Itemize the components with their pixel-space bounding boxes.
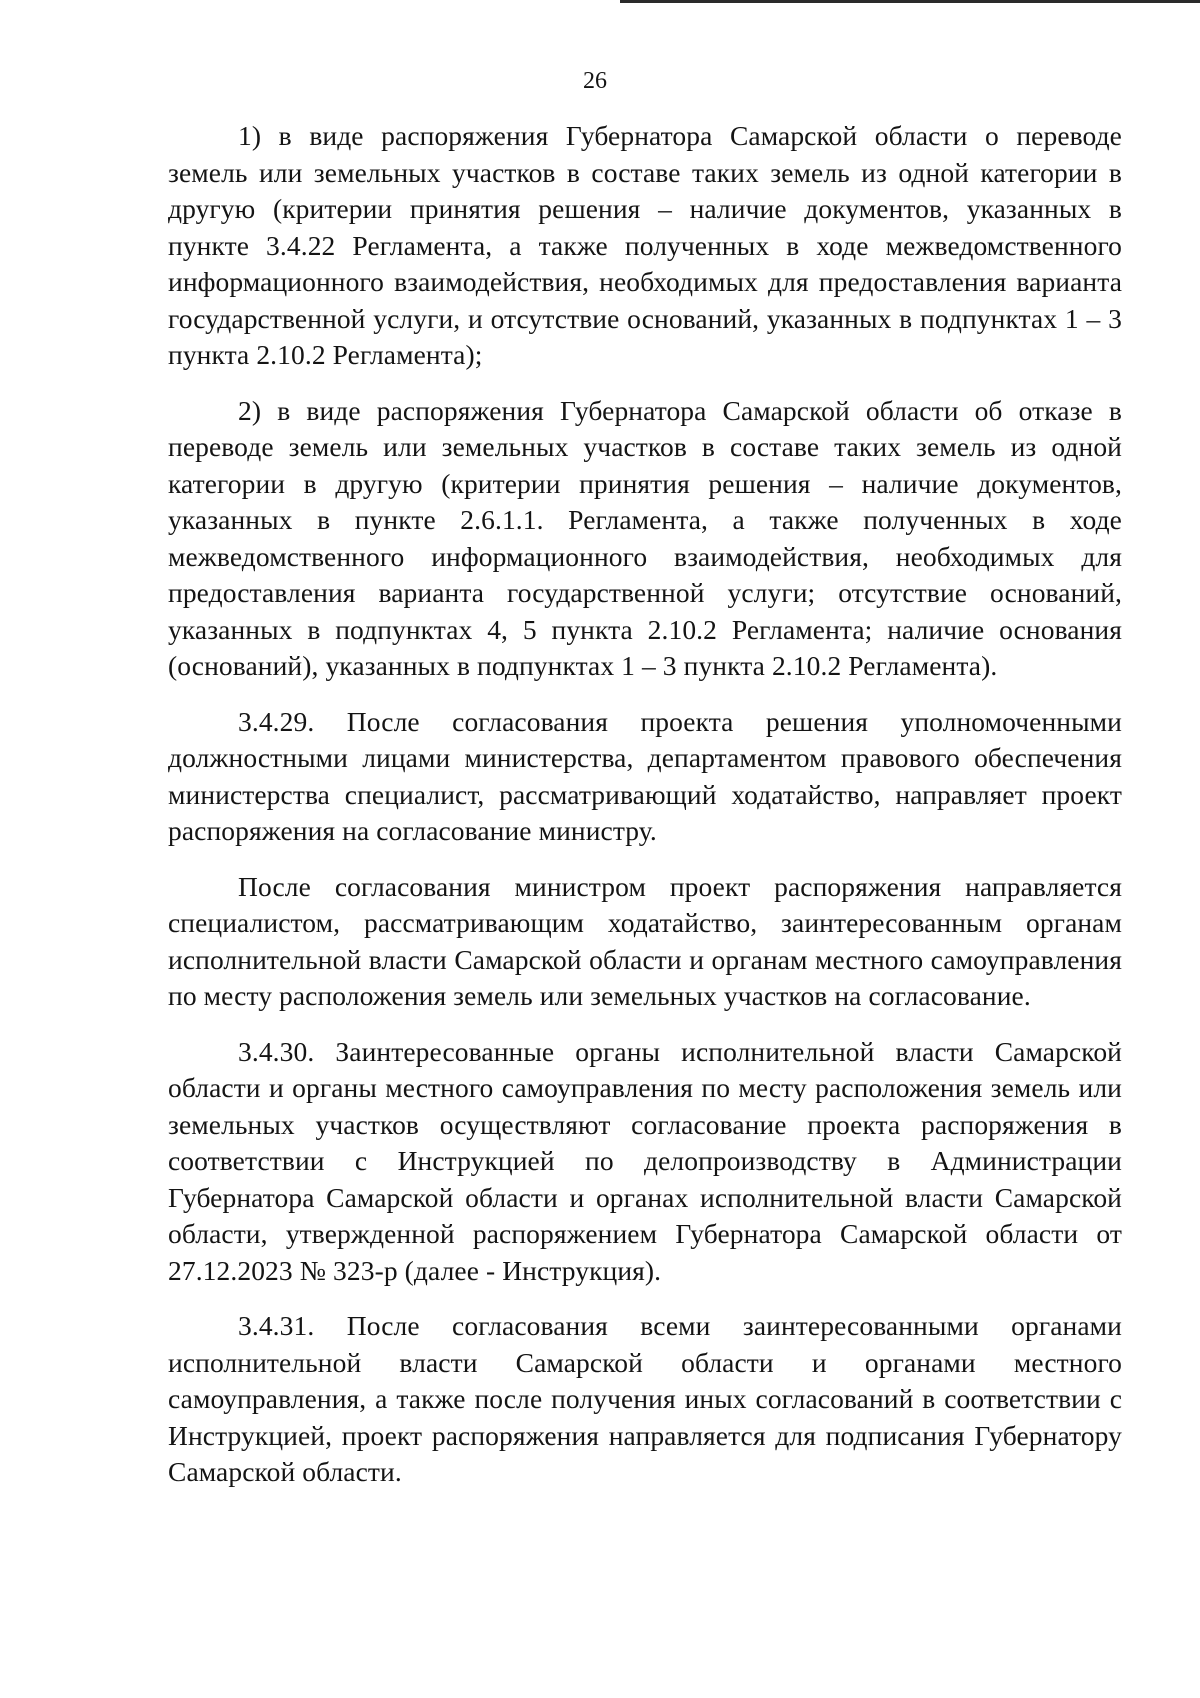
scan-edge-line: [620, 0, 1200, 3]
page-number: 26: [583, 68, 607, 94]
paragraph-item-2: 2) в виде распоряжения Губернатора Самарской области об отказе в переводе земель или земельных участков в составе таких земель из одной категории в другую (критерии принятия решения – наличие документов, указанных в пункте 2.6.1.1. Регламента, а также полученных в ходе межведомственного информационного взаимодействия, необходимых для предоставления варианта государственной услуги; отсутствие оснований, указанных в подпунктах 4, 5 пункта 2.10.2 Регламента; наличие основания (оснований), указанных в подпунктах 1 – 3 пункта 2.10.2 Регламента).: [168, 394, 1122, 681]
paragraph-item-1: 1) в виде распоряжения Губернатора Самарской области о переводе земель или земельных участков в составе таких земель из одной категории в другую (критерии принятия решения – наличие документов, указанных в пункте 3.4.22 Регламента, а также полученных в ходе межведомственного информационного взаимодействия, необходимых для предоставления варианта государственной услуги, и отсутствие оснований, указанных в подпунктах 1 – 3 пункта 2.10.2 Регламента);: [168, 120, 1122, 370]
paragraph-3-4-30: 3.4.30. Заинтересованные органы исполнительной власти Самарской области и органы местного самоуправления по месту расположения земель или земельных участков осуществляют согласование проекта распоряжения в соответствии с Инструкцией по делопроизводству в Администрации Губернатора Самарской области и органах исполнительной власти Самарской области, утвержденной распоряжением Губернатора Самарской области от 27.12.2023 № 323-р (далее - Инструкция).: [168, 1035, 1122, 1286]
paragraph-minister-approval: После согласования министром проект распоряжения направляется специалистом, рассматривающим ходатайство, заинтересованным органам исполнительной власти Самарской области и органам местного самоуправления по месту расположения земель или земельных участков на согласование.: [168, 870, 1122, 1011]
paragraph-3-4-29: 3.4.29. После согласования проекта решения уполномоченными должностными лицами министерства, департаментом правового обеспечения министерства специалист, рассматривающий ходатайство, направляет проект распоряжения на согласование министру.: [168, 705, 1122, 846]
paragraph-3-4-31: 3.4.31. После согласования всеми заинтересованными органами исполнительной власти Самарской области и органами местного самоуправления, а также после получения иных согласований в соответствии с Инструкцией, проект распоряжения направляется для подписания Губернатору Самарской области.: [168, 1310, 1122, 1487]
